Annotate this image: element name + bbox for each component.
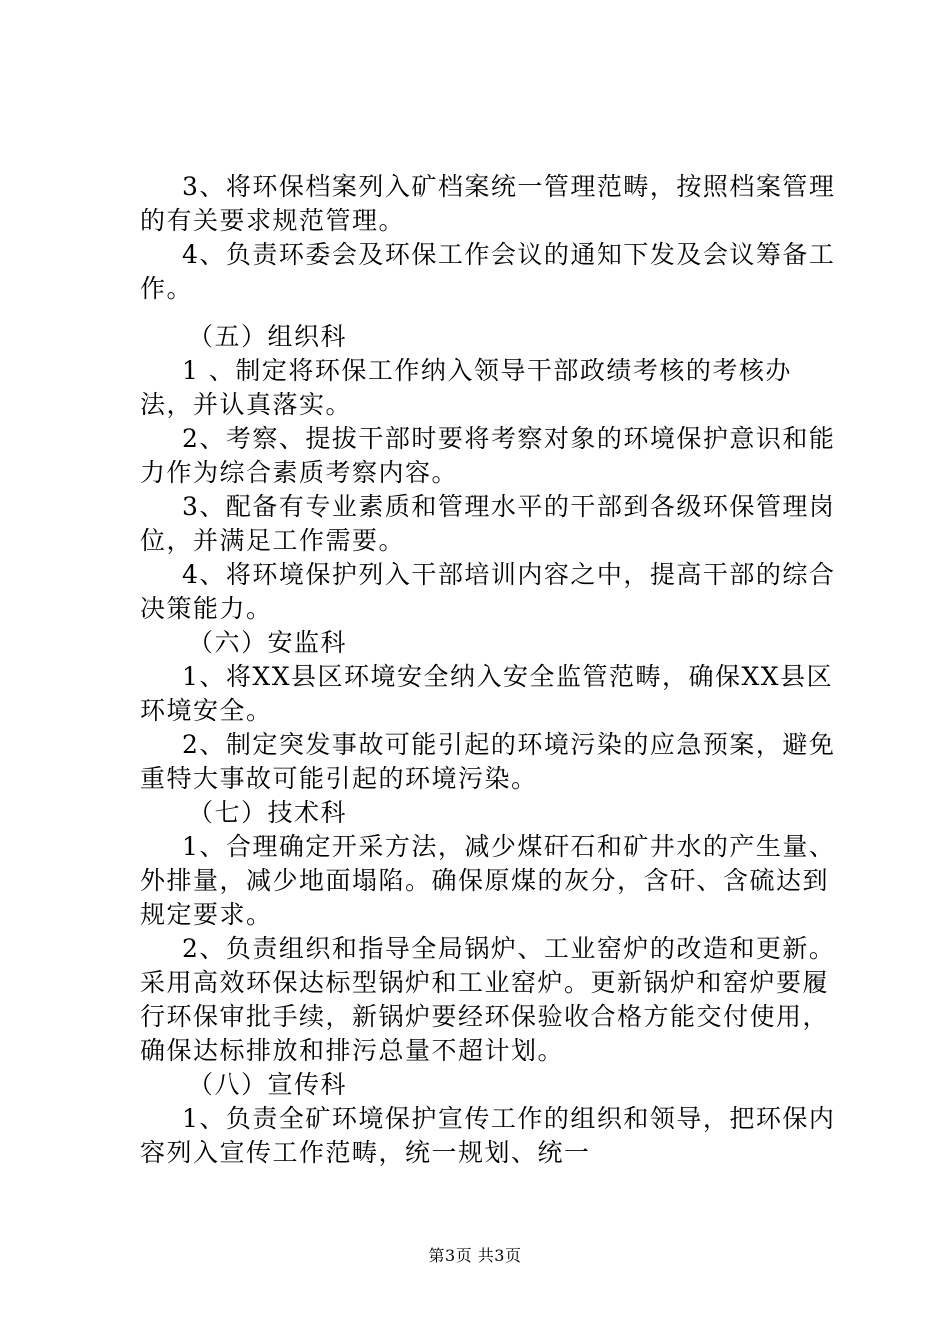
section-heading: （八）宣传科 bbox=[188, 1070, 348, 1099]
list-item: 1、合理确定开采方法，减少煤矸石和矿井水的产生量、外排量，减少地面塌陷。确保原煤的灰分，含矸、含硫达到规定要求。 bbox=[140, 832, 836, 929]
list-item: 2、制定突发事故可能引起的环境污染的应急预案，避免重特大事故可能引起的环境污染。 bbox=[140, 730, 836, 793]
list-item: 3、将环保档案列入矿档案统一管理范畴，按照档案管理的有关要求规范管理。 bbox=[140, 172, 836, 235]
page-footer: 第3页 共3页 bbox=[428, 1246, 522, 1265]
section-heading: （六）安监科 bbox=[188, 628, 348, 657]
list-item: 3、配备有专业素质和管理水平的干部到各级环保管理岗位，并满足工作需要。 bbox=[140, 492, 836, 555]
list-item: 2、考察、提拔干部时要将考察对象的环境保护意识和能力作为综合素质考察内容。 bbox=[140, 424, 836, 487]
list-item: 4、将环境保护列入干部培训内容之中，提高干部的综合决策能力。 bbox=[140, 560, 836, 623]
section-heading: （五）组织科 bbox=[188, 322, 348, 351]
section-heading: （七）技术科 bbox=[188, 798, 348, 827]
list-item: 2、负责组织和指导全局锅炉、工业窑炉的改造和更新。采用高效环保达标型锅炉和工业窑炉。更新锅炉和窑炉要履行环保审批手续，新锅炉要经环保验收合格方能交付使用，确保达标排放和排污总量不超计划。 bbox=[140, 934, 836, 1065]
list-item: 4、负责环委会及环保工作会议的通知下发及会议筹备工作。 bbox=[140, 240, 836, 303]
list-item: 1、将XX县区环境安全纳入安全监管范畴，确保XX县区环境安全。 bbox=[140, 662, 834, 725]
document-body bbox=[140, 170, 840, 1170]
list-item: 1 、制定将环保工作纳入领导干部政绩考核的考核办法，并认真落实。 bbox=[140, 356, 792, 419]
list-item: 1、负责全矿环境保护宣传工作的组织和领导，把环保内容列入宣传工作范畴，统一规划、统一 bbox=[140, 1104, 836, 1167]
